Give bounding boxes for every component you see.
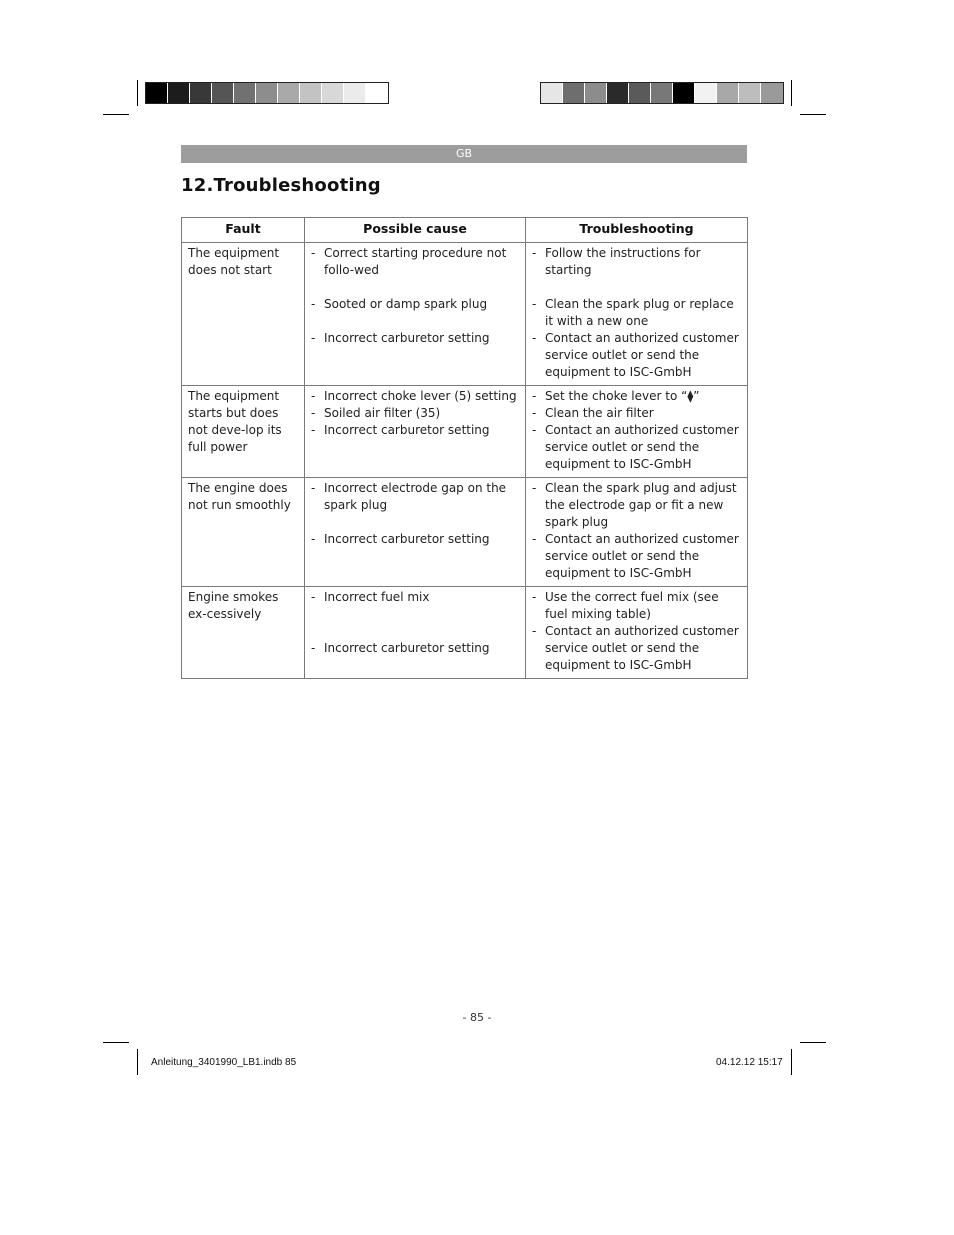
remedy-text: Use the correct fuel mix (see fuel mixing table) <box>545 590 719 621</box>
remedy-text: Contact an authorized customer service outlet or send the equipment to ISC-GmbH <box>545 423 739 471</box>
remedy-text: Clean the spark plug and adjust the electrode gap or fit a new spark plug <box>545 481 737 529</box>
spacer <box>311 514 519 531</box>
table-body <box>182 243 748 679</box>
cause-item <box>311 480 519 514</box>
bullet-dash: - <box>311 331 316 345</box>
bullet-dash: - <box>532 624 537 638</box>
cause-item <box>311 245 519 279</box>
crop-mark <box>791 1049 792 1075</box>
cause-cell <box>305 478 526 587</box>
color-swatch <box>300 83 322 103</box>
color-swatch <box>322 83 344 103</box>
color-swatch <box>695 83 717 103</box>
troubleshooting-table <box>181 217 748 679</box>
color-swatch <box>585 83 607 103</box>
color-swatch <box>563 83 585 103</box>
bullet-dash: - <box>311 641 316 655</box>
remedy-item <box>532 623 741 674</box>
bullet-dash: - <box>532 297 537 311</box>
fault-cell: The engine does not run smoothly <box>182 478 305 587</box>
remedy-item <box>532 589 741 623</box>
cause-item <box>311 388 519 405</box>
color-swatch <box>366 83 388 103</box>
crop-mark <box>137 1049 138 1075</box>
bullet-dash: - <box>532 532 537 546</box>
bullet-dash: - <box>311 406 316 420</box>
page-number: - 85 - <box>462 1011 492 1024</box>
color-swatch <box>190 83 212 103</box>
cause-text: Incorrect electrode gap on the spark plug <box>324 481 507 512</box>
remedy-text: Clean the spark plug or replace it with a new one <box>545 297 734 328</box>
bullet-dash: - <box>311 423 316 437</box>
spacer <box>311 279 519 296</box>
crop-mark <box>800 114 826 115</box>
color-swatch <box>168 83 190 103</box>
cause-cell <box>305 386 526 478</box>
remedy-cell <box>526 386 748 478</box>
remedy-text: Contact an authorized customer service outlet or send the equipment to ISC-GmbH <box>545 624 739 672</box>
language-band: GB <box>181 145 747 163</box>
bullet-dash: - <box>311 246 316 260</box>
column-header-fault: Fault <box>182 218 305 243</box>
crop-mark <box>800 1042 826 1043</box>
color-swatch <box>212 83 234 103</box>
cause-cell <box>305 587 526 679</box>
cause-item <box>311 422 519 439</box>
color-calibration-bar-left <box>145 82 389 104</box>
remedy-text: Contact an authorized customer service outlet or send the equipment to ISC-GmbH <box>545 331 739 379</box>
cause-item <box>311 330 519 347</box>
footer-file-info: Anleitung_3401990_LB1.indb 85 <box>151 1057 297 1068</box>
fault-cell: Engine smokes ex-cessively <box>182 587 305 679</box>
table-row <box>182 386 748 478</box>
color-swatch <box>234 83 256 103</box>
remedy-item <box>532 480 741 531</box>
footer-date: 04.12.12 15:17 <box>716 1057 783 1068</box>
page-title: 12.Troubleshooting <box>181 175 381 196</box>
crop-mark <box>137 80 138 106</box>
spacer <box>311 606 519 623</box>
crop-mark <box>103 1042 129 1043</box>
cause-item <box>311 405 519 422</box>
table-header-row <box>182 218 748 243</box>
remedy-cell <box>526 478 748 587</box>
bullet-dash: - <box>532 590 537 604</box>
cause-text: Sooted or damp spark plug <box>324 297 488 311</box>
remedy-item <box>532 388 741 405</box>
cause-item <box>311 531 519 548</box>
cause-text: Incorrect carburetor setting <box>324 532 490 546</box>
color-swatch <box>629 83 651 103</box>
color-calibration-bar-right <box>540 82 784 104</box>
cause-text: Incorrect carburetor setting <box>324 331 490 345</box>
cause-text: Correct starting procedure not follo-wed <box>324 246 507 277</box>
column-header-cause: Possible cause <box>305 218 526 243</box>
bullet-dash: - <box>311 590 316 604</box>
bullet-dash: - <box>532 331 537 345</box>
spacer <box>311 623 519 640</box>
bullet-dash: - <box>311 532 316 546</box>
bullet-dash: - <box>532 406 537 420</box>
table-row <box>182 478 748 587</box>
cause-item <box>311 640 519 657</box>
color-swatch <box>146 83 168 103</box>
bullet-dash: - <box>532 389 537 403</box>
color-swatch <box>278 83 300 103</box>
bullet-dash: - <box>311 389 316 403</box>
remedy-item <box>532 245 741 279</box>
remedy-cell <box>526 587 748 679</box>
crop-mark <box>791 80 792 106</box>
spacer <box>532 279 741 296</box>
color-swatch <box>651 83 673 103</box>
color-swatch <box>256 83 278 103</box>
cause-text: Incorrect carburetor setting <box>324 641 490 655</box>
cause-text: Soiled air filter (35) <box>324 406 441 420</box>
column-header-troubleshooting: Troubleshooting <box>526 218 748 243</box>
color-swatch <box>673 83 695 103</box>
color-swatch <box>717 83 739 103</box>
remedy-item <box>532 422 741 473</box>
bullet-dash: - <box>532 423 537 437</box>
remedy-item <box>532 296 741 330</box>
remedy-text: Contact an authorized customer service outlet or send the equipment to ISC-GmbH <box>545 532 739 580</box>
remedy-cell <box>526 243 748 386</box>
color-swatch <box>607 83 629 103</box>
color-swatch <box>761 83 783 103</box>
fault-cell: The equipment starts but does not deve-lop its full power <box>182 386 305 478</box>
cause-cell <box>305 243 526 386</box>
bullet-dash: - <box>311 481 316 495</box>
bullet-dash: - <box>311 297 316 311</box>
fault-cell: The equipment does not start <box>182 243 305 386</box>
cause-text: Incorrect fuel mix <box>324 590 430 604</box>
crop-mark <box>103 114 129 115</box>
remedy-item <box>532 405 741 422</box>
bullet-dash: - <box>532 246 537 260</box>
table-row <box>182 587 748 679</box>
cause-text: Incorrect choke lever (5) setting <box>324 389 517 403</box>
table-row <box>182 243 748 386</box>
remedy-item <box>532 531 741 582</box>
cause-item <box>311 296 519 313</box>
remedy-text: Clean the air filter <box>545 406 654 420</box>
color-swatch <box>739 83 761 103</box>
remedy-text: Follow the instructions for starting <box>545 246 701 277</box>
remedy-text: Set the choke lever to “⧫” <box>545 389 700 403</box>
spacer <box>311 313 519 330</box>
color-swatch <box>344 83 366 103</box>
color-swatch <box>541 83 563 103</box>
bullet-dash: - <box>532 481 537 495</box>
cause-item <box>311 589 519 606</box>
remedy-item <box>532 330 741 381</box>
cause-text: Incorrect carburetor setting <box>324 423 490 437</box>
